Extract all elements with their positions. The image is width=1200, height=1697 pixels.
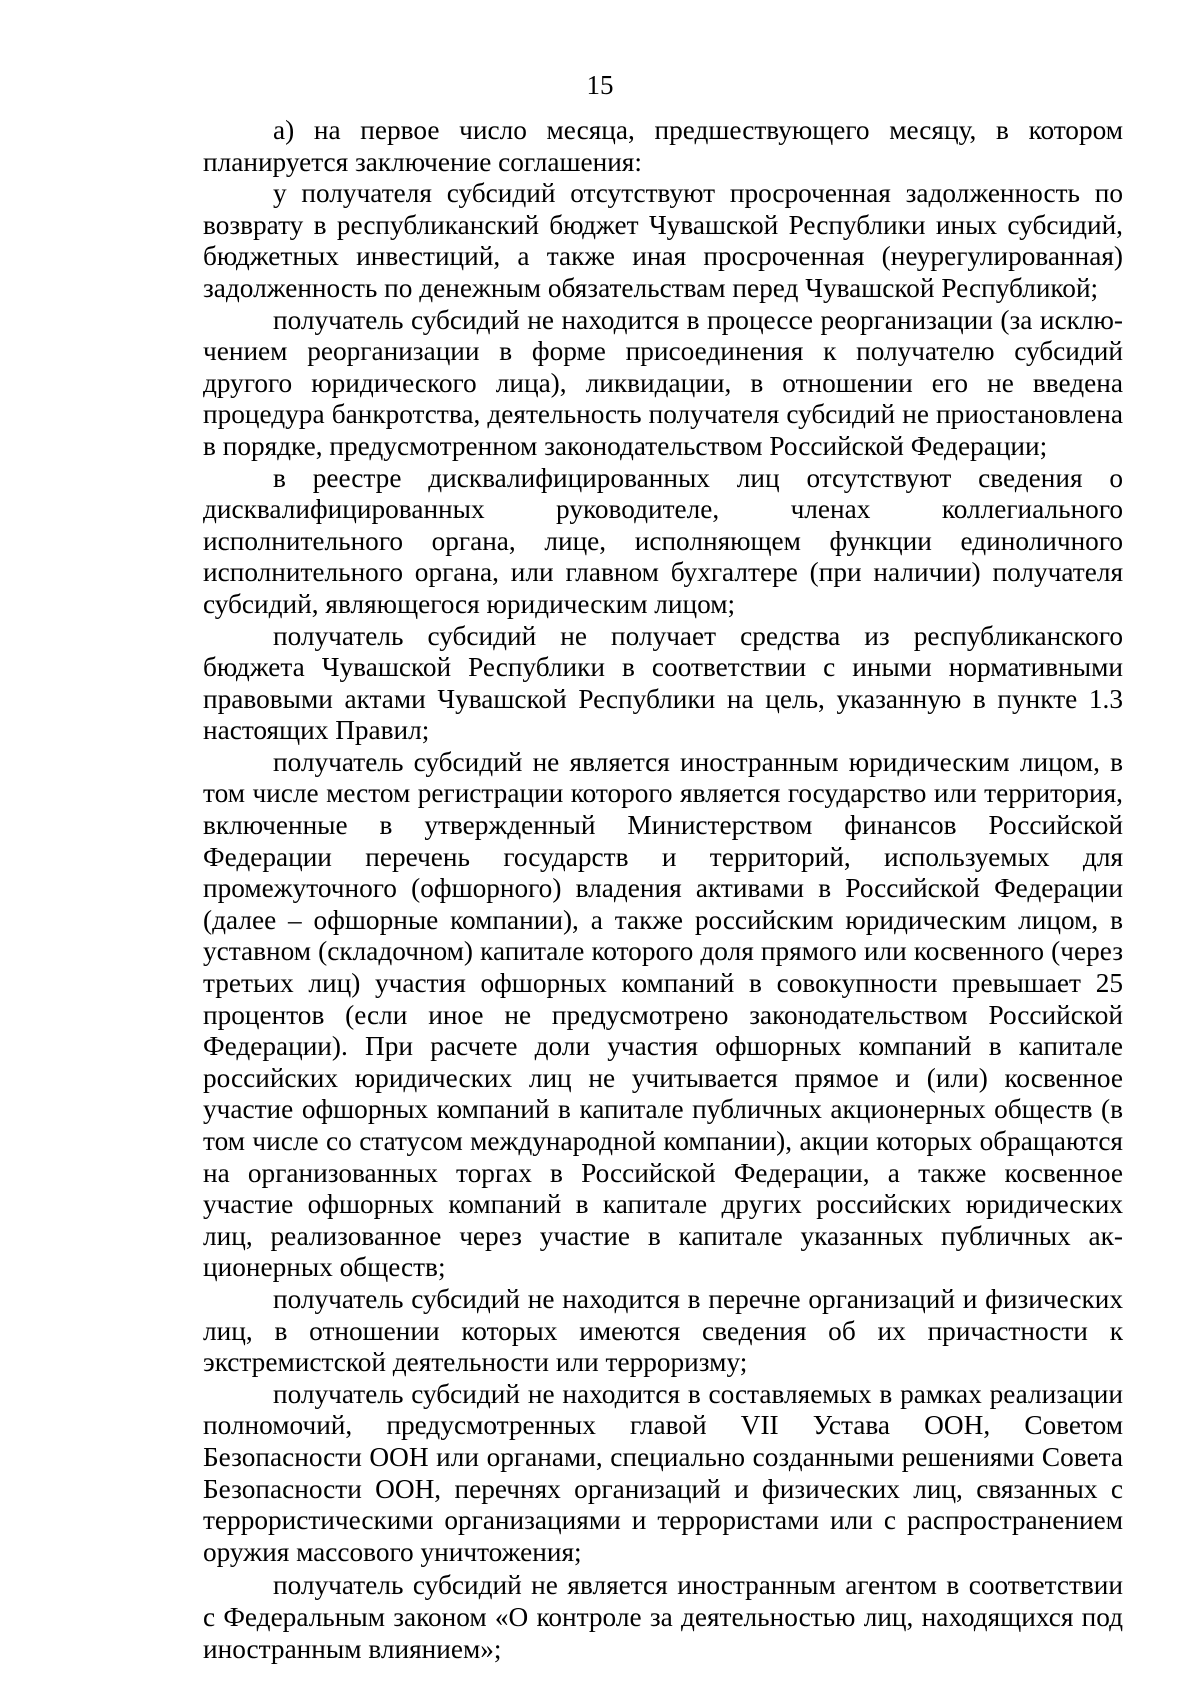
paragraph-2: у получателя субсидий отсутствуют просроченная задолженность по возврату в республиканский бюджет Чувашской Республики иных субсидий, бюджетных инвестиций, а также иная просроченная (неурегулированная) задолженность по денежным обязательствам перед Чувашской Республикой; xyxy=(203,178,1123,303)
page-number: 15 xyxy=(586,70,614,100)
paragraph-9: получатель субсидий не является иностранным агентом в соответствии с Федеральным законом «О контроле за деятельностью лиц, находящихся под иностранным влиянием»; xyxy=(203,1570,1123,1664)
paragraph-3: получатель субсидий не находится в процессе реорганизации (за исключением реорганизации в форме присоединения к получателю субсидий другого юридического лица), ликвидации, в отношении его не введена процедура банкротства, деятельность получателя субсидий не приостановлена в порядке, предусмотренном законодательством Российской Федерации; xyxy=(203,304,1123,461)
paragraph-8: получатель субсидий не находится в составляемых в рамках реализации полномочий, предусмотренных главой VII Устава ООН, Советом Безопасности ООН или органами, специально созданными решениями Совета Безопасности ООН, перечнях организаций и физических лиц, связанных с террористическими организациями и террористами или с распространением оружия массового уничтожения; xyxy=(203,1378,1123,1567)
paragraph-7: получатель субсидий не находится в перечне организаций и физических лиц, в отношении которых имеются сведения об их причастности к экстремистской деятельности или терроризму; xyxy=(203,1283,1123,1378)
paragraph-5: получатель субсидий не получает средства из республиканского бюджета Чувашской Республики в соответствии с иными нормативными правовыми актами Чувашской Республики на цель, указанную в пункте 1.3 настоящих Правил; xyxy=(203,620,1123,746)
paragraph-1: а) на первое число месяца, предшествующего месяцу, в котором планируется заключение соглашения: xyxy=(203,115,1123,177)
paragraph-6: получатель субсидий не является иностранным юридическим лицом, в том числе местом регистрации которого является государство или территория, включенные в утвержденный Министерством финансов Российской Федерации перечень государств и территорий, используемых для промежуточного (офшорного) владения активами в Российской Федерации (далее – офшорные компании), а также российским юридическим лицом, в уставном (складочном) капитале которого доля прямого или косвенного (через третьих лиц) участия офшорных компаний в совокупности превышает 25 процентов (если иное не предусмотрено законодательством Российской Федерации). При расчете доли участия офшорных компаний в капитале российских юридических лиц не учитывается прямое и (или) косвенное участие офшорных компаний в капитале публичных акционерных обществ (в том числе со статусом международной компании), акции которых обращаются на организованных торгах в Российской Федерации, а также косвенное участие офшорных компаний в капитале других российских юридических лиц, реализованное через участие в капитале указанных публичных акционерных обществ; xyxy=(203,746,1123,1283)
document-body xyxy=(203,115,1123,1665)
paragraph-4: в реестре дисквалифицированных лиц отсутствуют сведения о дисквалифицированных руководителе, членах коллегиального исполнительного органа, лице, исполняющем функции единоличного исполнительного органа, или главном бухгалтере (при наличии) получателя субсидий, являющегося юридическим лицом; xyxy=(203,462,1123,619)
